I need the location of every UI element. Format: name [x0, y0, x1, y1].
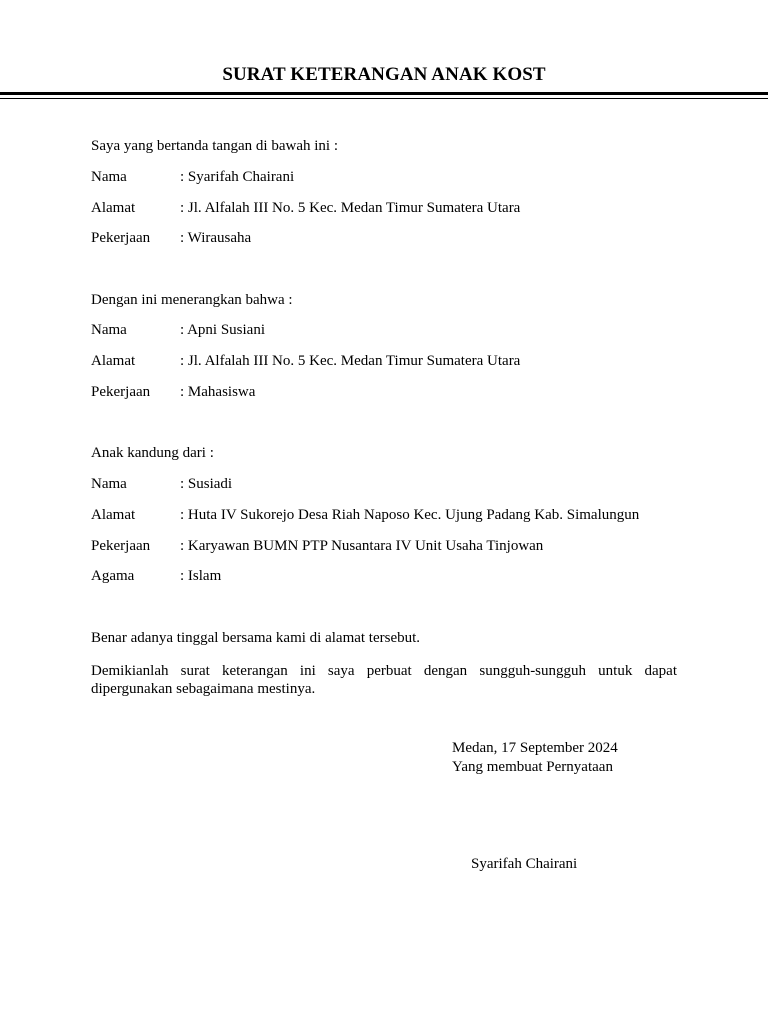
parent-label: Pekerjaan [91, 538, 151, 554]
subject-row [91, 384, 255, 401]
subject-value: : Mahasiswa [180, 384, 256, 400]
parent-value: : Islam [180, 568, 222, 584]
parent-intro-line: Anak kandung dari : [91, 445, 214, 461]
signer-name: Syarifah Chairani [471, 856, 578, 872]
signer-row [91, 230, 251, 247]
closing-paragraph: Demikianlah surat keterangan ini saya perbuat dengan sungguh-sungguh untuk dapat dipergunakan sebagaimana mestinya. [91, 663, 677, 697]
statement-line: Benar adanya tinggal bersama kami di alamat tersebut. [91, 630, 421, 646]
header-rule-thick [0, 92, 768, 95]
signer-row [91, 169, 294, 186]
signer-label: Nama [91, 169, 127, 185]
subject-label: Alamat [91, 353, 136, 369]
subject-label: Pekerjaan [91, 384, 151, 400]
parent-label: Nama [91, 476, 127, 492]
signer-value: : Syarifah Chairani [180, 169, 295, 185]
subject-value: : Apni Susiani [180, 322, 266, 338]
document-title: SURAT KETERANGAN ANAK KOST [222, 64, 546, 85]
parent-label: Agama [91, 568, 135, 584]
signer-label: Pekerjaan [91, 230, 151, 246]
place-date: Medan, 17 September 2024 [452, 740, 618, 756]
intro-line: Saya yang bertanda tangan di bawah ini : [91, 138, 339, 154]
parent-label: Alamat [91, 507, 136, 523]
maker-label: Yang membuat Pernyataan [452, 759, 613, 775]
parent-row [91, 507, 639, 524]
subject-label: Nama [91, 322, 127, 338]
declare-intro-line: Dengan ini menerangkan bahwa : [91, 292, 293, 308]
parent-row [91, 568, 221, 585]
signer-label: Alamat [91, 200, 136, 216]
parent-value: : Karyawan BUMN PTP Nusantara IV Unit Usaha Tinjowan [180, 538, 544, 554]
header-rule-thin [0, 98, 768, 99]
subject-row [91, 353, 520, 370]
parent-row [91, 538, 543, 555]
subject-row [91, 322, 265, 339]
signer-row [91, 200, 520, 217]
signer-value: : Jl. Alfalah III No. 5 Kec. Medan Timur Sumatera Utara [180, 200, 521, 216]
parent-value: : Susiadi [180, 476, 233, 492]
signer-value: : Wirausaha [180, 230, 252, 246]
parent-value: : Huta IV Sukorejo Desa Riah Naposo Kec. Ujung Padang Kab. Simalungun [180, 507, 640, 523]
parent-row [91, 476, 232, 493]
subject-value: : Jl. Alfalah III No. 5 Kec. Medan Timur Sumatera Utara [180, 353, 521, 369]
